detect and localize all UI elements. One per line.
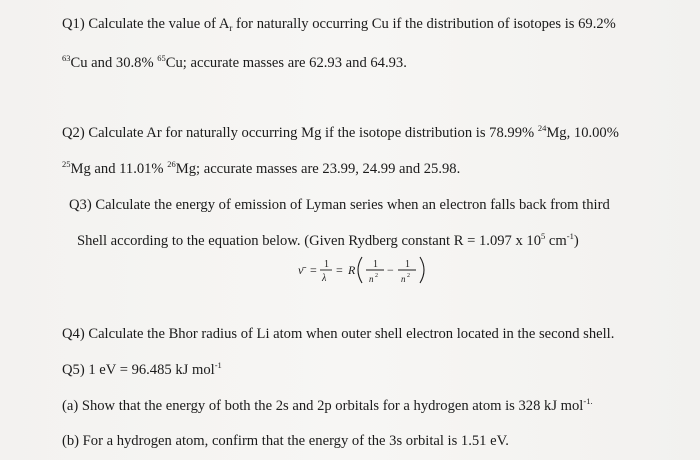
q2-text-b: Mg, 10.00% (546, 125, 619, 141)
q1-line-2 (62, 54, 407, 72)
q1-text-c: Cu and 30.8% (70, 55, 158, 71)
q2-sup-26: 26 (167, 159, 176, 169)
eq-frac1-den: λ (322, 273, 327, 284)
q5-part-a-text: (a) Show that the energy of both the 2s and 2p orbitals for a hydrogen atom is 328 kJ mol (62, 398, 584, 414)
q5-sup-minus1: -1 (214, 360, 222, 370)
q4-line-1: Q4) Calculate the Bhor radius of Li atom when outer shell electron located in the second shell. (62, 326, 615, 342)
q2-text-c: Mg and 11.01% (70, 161, 168, 177)
q3-text-a: Shell according to the equation below. (Given Rydberg constant R = 1.097 x 10 (77, 233, 542, 249)
q2-text-a: Q2) Calculate Ar for naturally occurring Mg if the isotope distribution is 78.99% (62, 125, 538, 141)
q5-text: Q5) 1 eV = 96.485 kJ mol (62, 362, 215, 378)
q1-text-d: Cu; accurate masses are 62.93 and 64.93. (165, 55, 407, 71)
q5-part-a-sup: -1. (583, 396, 593, 406)
q1-subscript-r: r (229, 23, 233, 33)
q1-line-1 (62, 15, 616, 33)
q2-sup-24: 24 (537, 123, 547, 133)
q3-text-c: ) (573, 233, 579, 249)
q3-sup-minus1: -1 (566, 231, 574, 241)
eq-minus: − (387, 263, 394, 277)
eq-right-paren (420, 257, 424, 283)
q2-line-1 (62, 124, 619, 142)
eq-frac1-num: 1 (324, 259, 329, 270)
q5-part-a (62, 397, 593, 415)
eq-equals-1: = (310, 263, 317, 277)
q1-text-a: Q1) Calculate the value of A (62, 16, 230, 32)
q3-line-2 (77, 232, 579, 250)
eq-frac2-den: n (369, 274, 374, 284)
rydberg-equation (296, 252, 446, 288)
q5-part-b: (b) For a hydrogen atom, confirm that the energy of the 3s orbital is 1.51 eV. (62, 433, 509, 449)
eq-frac3-num: 1 (405, 259, 410, 270)
q2-sup-25: 25 (62, 159, 71, 169)
q3-text-b: cm (545, 233, 567, 249)
q3-line-1: Q3) Calculate the energy of emission of Lyman series when an electron falls back from third (69, 197, 610, 213)
q1-sup-63: 63 (62, 53, 71, 63)
eq-r: R (348, 263, 356, 277)
eq-frac3-den: n (401, 274, 406, 284)
q1-text-b: for naturally occurring Cu if the distribution of isotopes is 69.2% (232, 16, 616, 32)
eq-frac2-num: 1 (373, 259, 378, 270)
eq-left-paren (358, 257, 362, 283)
q5-line-1 (62, 361, 222, 379)
eq-frac3-exp: 2 (407, 273, 410, 279)
q2-text-d: Mg; accurate masses are 23.99, 24.99 and 25.98. (175, 161, 461, 177)
q1-sup-65: 65 (157, 53, 166, 63)
eq-frac2-exp: 2 (375, 273, 378, 279)
q3-sup-5: 5 (541, 231, 546, 241)
q2-line-2 (62, 160, 460, 178)
eq-lhs: ν̄ (298, 263, 304, 277)
eq-equals-2: = (336, 263, 343, 277)
